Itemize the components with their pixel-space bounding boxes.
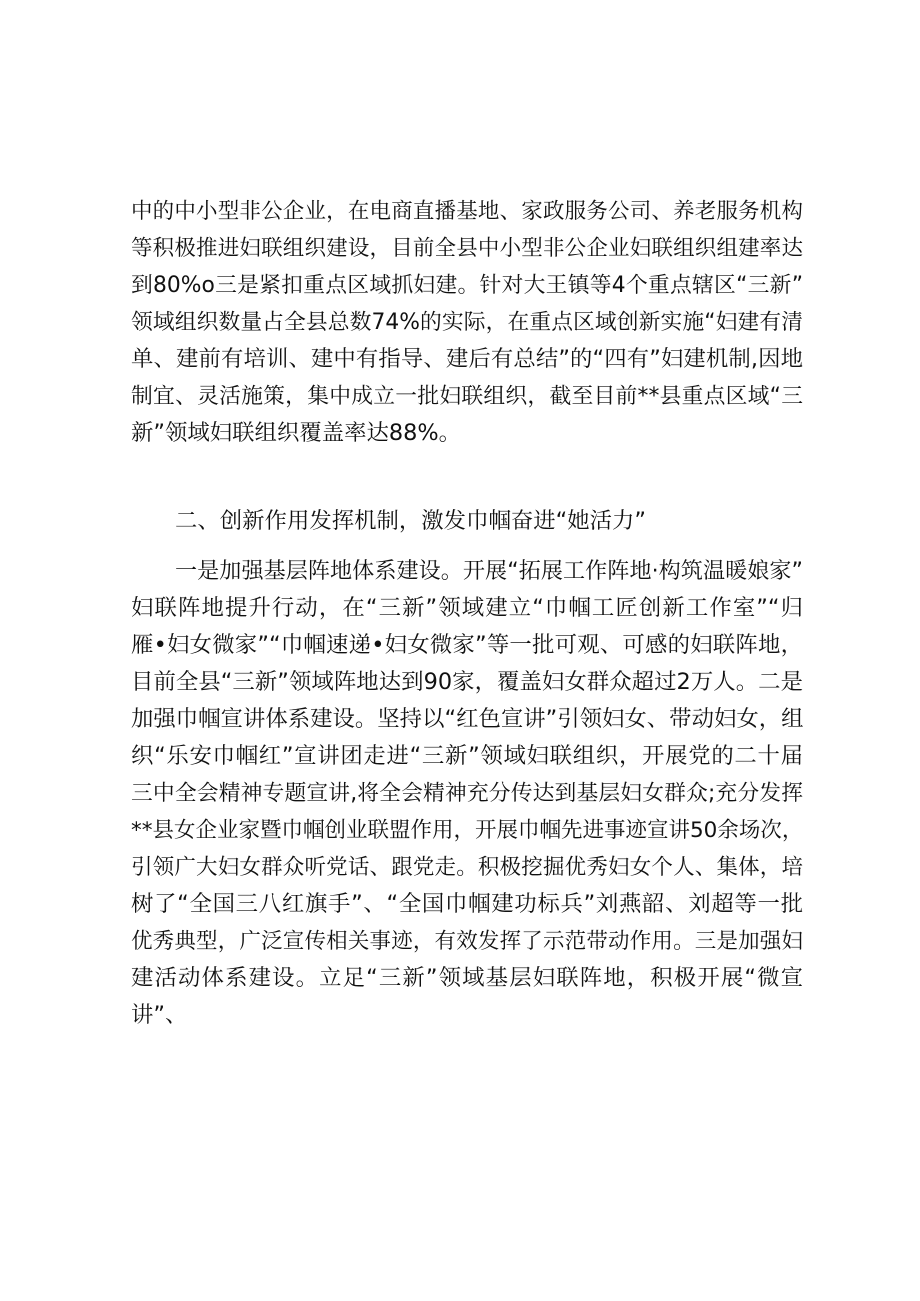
text-line: 加强巾帼宣讲体系建设。坚持以“红色宣讲”引领妇女、带动妇女，组	[131, 706, 804, 732]
text-line: 树了“全国三八红旗手”、“全国巾帼建功标兵”刘燕韶、刘超等一批	[131, 891, 803, 917]
text-line: 一是加强基层阵地体系建设。开展“拓展工作阵地·构筑温暖娘家”	[175, 558, 803, 584]
text-line: 妇联阵地提升行动，在“三新”领域建立“巾帼工匠创新工作室”“归	[131, 595, 803, 621]
text-line: 到80%o三是紧扣重点区域抓妇建。针对大王镇等4个重点辖区“三新”	[131, 273, 803, 298]
paragraph-2	[131, 553, 803, 1034]
paragraph-1	[131, 193, 803, 452]
heading-text: 二、创新作用发挥机制，激发巾帼奋进“她活力”	[175, 508, 647, 534]
text-line: 引领广大妇女群众听党话、跟党走。积极挖掘优秀妇女个人、集体，培	[131, 855, 803, 880]
text-line: 建活动体系建设。立足“三新”领域基层妇联阵地，积极开展“微宣	[131, 965, 803, 991]
section-heading	[131, 503, 803, 540]
text-line: 雁•妇女微家”“巾帼速递•妇女微家”等一批可观、可感的妇联阵地，	[131, 632, 803, 658]
text-line: 目前全县“三新”领域阵地达到90家，覆盖妇女群众超过2万人。二是	[131, 669, 803, 695]
text-line: 等积极推进妇联组织建设，目前全县中小型非公企业妇联组织组建率达	[131, 236, 803, 261]
text-line: 织“乐安巾帼红”宣讲团走进“三新”领域妇联组织，开展党的二十届	[131, 743, 803, 769]
text-line: 讲”、	[131, 1002, 188, 1028]
text-line: 三中全会精神专题宣讲,将全会精神充分传达到基层妇女群众;充分发挥	[131, 781, 803, 806]
text-line: 优秀典型，广泛宣传相关事迹，有效发挥了示范带动作用。三是加强妇	[131, 929, 803, 954]
text-line: 中的中小型非公企业，在电商直播基地、家政服务公司、养老服务机构	[131, 199, 803, 224]
text-line: 制宜、灵活施策，集中成立一批妇联组织，截至目前**县重点区域“三	[131, 384, 803, 409]
text-line: 领域组织数量占全县总数74%的实际，在重点区域创新实施“妇建有清	[131, 310, 803, 335]
text-line: **县女企业家暨巾帼创业联盟作用，开展巾帼先进事迹宣讲50余场次，	[131, 818, 804, 843]
text-line: 单、建前有培训、建中有指导、建后有总结”的“四有”妇建机制,因地	[131, 346, 803, 372]
text-line: 新”领域妇联组织覆盖率达88%。	[131, 420, 462, 446]
